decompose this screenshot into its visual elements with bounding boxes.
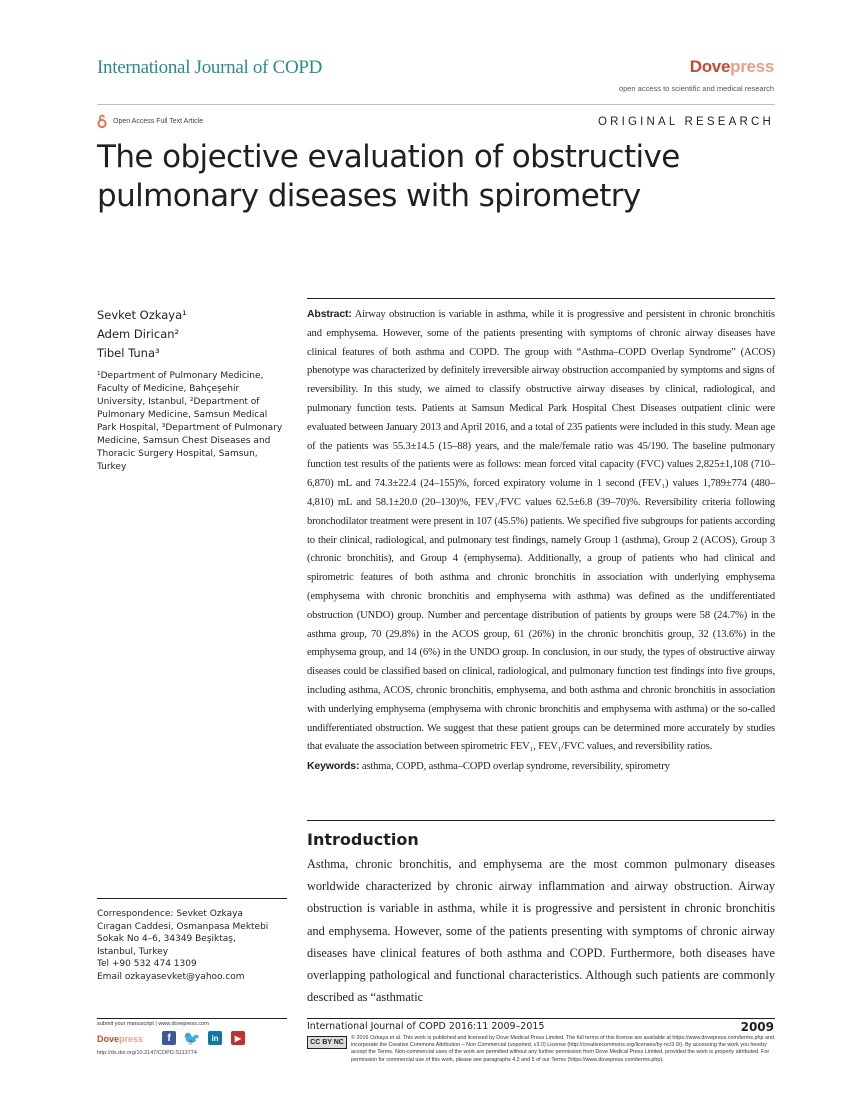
abstract-text: Airway obstruction is variable in asthma, while it is progressive and persistent in chronic bronchitis and emphysema. However, some of the patients presenting with symptoms of chronic airway diseases have clinical features of both asthma and COPD. The group with “Asthma–COPD Overlap Syndrome” (ACOS) phenotype was characterized by definitely irreversible airway obstruction accompanied by symptoms and signs of reversibility. In this study, we aimed to classify obstructive airway diseases by clinical, radiological, and pulmonary function tests. Patients at Samsun Medical Park Hospital Chest Diseases outpatient clinic were evaluated between January 2013 and April 2016, and a total of 235 patients were included in this study. Mean age of the patients was 55.3±14.5 (15–88) years, and the male/female ratio was 45/190. The baseline pulmonary function test results of the patients were as follows: mean forced vital capacity (FVC) values 2,825±1,108 (710–6,870) mL and 74.3±22.4 (24–155)%, forced expiratory volume in 1 second (FEV₁) values 1,789±774 (480–4,810) mL and 58.1±20.0 (20–130)%, FEV₁/FVC values 62.5±6.8 (39–70)%. Reversibility criteria following bronchodilator treatment were present in 107 (45.5%) patients. We specified five subgroups for patients according to their clinical, radiological, and pulmonary test findings, namely Group 1 (asthma), Group 2 (ACOS), Group 3 (chronic bronchitis), and Group 4 (emphysema). Additionally, a group of patients who had clinical and spirometric features of both asthma and chronic bronchitis in association with underlying emphysema (emphysema with chronic bronchitis and emphysema with asthma) was defined as the undifferentiated obstruction (UNDO) group. Number and percentage distribution of patients by groups were 58 (24.7%) in the asthma group, 70 (29.8%) in the ACOS group, 61 (26%) in the chronic bronchitis group, 32 (13.6%) in the emphysema group, and 14 (6%) in the UNDO group. In conclusion, in our study, the types of obstructive airway diseases could be classified based on clinical, radiological, and pulmonary function test findings into five groups, including asthma, ACOS, chronic bronchitis, emphysema, and both asthma and chronic bronchitis in association with underlying emphysema (emphysema with chronic bronchitis and emphysema with asthma) or the so-called undifferentiated obstruction. We suggest that these patient groups can be determined more accurately by studies that evaluate the association between spirometric FEV₁, FEV₁/FVC values, and reversibility ratios.: [307, 309, 776, 753]
footer-publisher-logo[interactable]: [97, 1034, 143, 1044]
abstract-paragraph: [307, 305, 775, 757]
journal-title: International Journal of COPD: [97, 57, 323, 78]
author-name: Tibel Tuna³: [97, 346, 160, 360]
correspondence-divider: [97, 898, 287, 899]
correspondence-block: [97, 908, 287, 984]
license-text: © 2016 Ozkaya et al. This work is published and licensed by Dove Medical Press Limited. The full terms of this license are available at https://www.dovepress.com/terms.php and incorporate the Creative Commons Attribution – Non Commercial (unported, v3.0) License (http://creativecommons.org/licenses/by-nc/3.0/). By accessing the work you hereby accept the Terms. Non-commercial uses of the work are permitted without any further permission from Dove Medical Press Limited, provided the work is properly attributed. For permission for commercial use of this work, please see paragraphs 4.2 and 5 of our Terms (https://www.dovepress.com/terms.php).: [351, 1035, 774, 1063]
keywords: [307, 757, 775, 777]
footer-logo-dove: Dove: [97, 1034, 120, 1044]
correspondence-line: Cıragan Caddesi, Osmanpasa Mektebi: [97, 921, 269, 932]
article-type: ORIGINAL RESEARCH: [597, 116, 774, 128]
abstract: [307, 305, 775, 777]
author-name: Adem Dirican²: [97, 327, 180, 341]
publisher-tagline: open access to scientific and medical research: [618, 84, 774, 93]
twitter-icon[interactable]: 🐦: [183, 1029, 201, 1046]
abstract-label: Abstract:: [307, 308, 352, 320]
publisher-logo-dove: Dove: [689, 57, 731, 76]
correspondence-line: Correspondence: Sevket Ozkaya: [97, 909, 243, 919]
footer-logo-press: press: [119, 1034, 144, 1044]
social-links: [162, 1031, 245, 1045]
open-access-lock-icon: [97, 114, 107, 128]
linkedin-icon[interactable]: in: [208, 1031, 222, 1045]
correspondence-line: Sokak No 4–6, 34349 Beşiktaş,: [97, 934, 236, 945]
submit-manuscript-link[interactable]: submit your manuscript | www.dovepress.com: [97, 1021, 209, 1027]
abstract-top-rule: [307, 298, 775, 299]
publisher-logo-press: press: [730, 57, 774, 76]
correspondence-email[interactable]: Email ozkayasevket@yahoo.com: [97, 971, 245, 982]
correspondence-line: Istanbul, Turkey: [97, 946, 169, 957]
page-number: 2009: [740, 1020, 774, 1034]
open-access-badge: [97, 114, 203, 128]
introduction-text: Asthma, chronic bronchitis, and emphysema are the most common pulmonary diseases worldwide characterized by chronic airway inflammation and airway obstruction. Airway obstruction is variable in asthma, while it is progressive and persistent in chronic bronchitis and emphysema. However, some of the patients presenting with symptoms of chronic airway diseases have clinical features of both asthma and COPD. Furthermore, both diseases have overlapping pathological and functional characteristics. Although such patients are commonly described as “asthmatic: [307, 857, 775, 1005]
footer-right-rule: [307, 1018, 775, 1019]
correspondence-line: Tel +90 532 474 1309: [97, 959, 197, 970]
open-access-label: Open Access Full Text Article: [113, 117, 204, 125]
header-divider: [97, 104, 775, 105]
author-affiliations: ¹Department of Pulmonary Medicine, Faculty of Medicine, Bahçeşehir University, Istanbul, ²Department of Pulmonary Medicine, Samsun Medical Park Hospital, ³Department of Pulmonary Medicine, Samsun Chest Diseases and Thoracic Surgery Hospital, Samsun, Turkey: [97, 371, 283, 472]
article-title: The objective evaluation of obstructive pulmonary diseases with spirometry: [97, 139, 680, 214]
creative-commons-badge[interactable]: CC BY NC: [307, 1036, 347, 1049]
publisher-logo[interactable]: [690, 57, 774, 77]
facebook-icon[interactable]: f: [162, 1031, 176, 1045]
keywords-text: asthma, COPD, asthma–COPD overlap syndrome, reversibility, spirometry: [361, 761, 670, 773]
doi-link[interactable]: http://dx.doi.org/10.2147/COPD.S113774: [97, 1050, 197, 1056]
abstract-bottom-rule: [307, 820, 775, 821]
introduction-heading: Introduction: [307, 830, 419, 849]
author-name: Sevket Ozkaya¹: [97, 308, 187, 322]
footer-left-rule: [97, 1018, 287, 1019]
footer-citation: International Journal of COPD 2016:11 2009–2015: [307, 1021, 545, 1032]
youtube-icon[interactable]: ▶: [231, 1031, 245, 1045]
author-list: [97, 306, 187, 363]
keywords-label: Keywords:: [307, 760, 360, 773]
